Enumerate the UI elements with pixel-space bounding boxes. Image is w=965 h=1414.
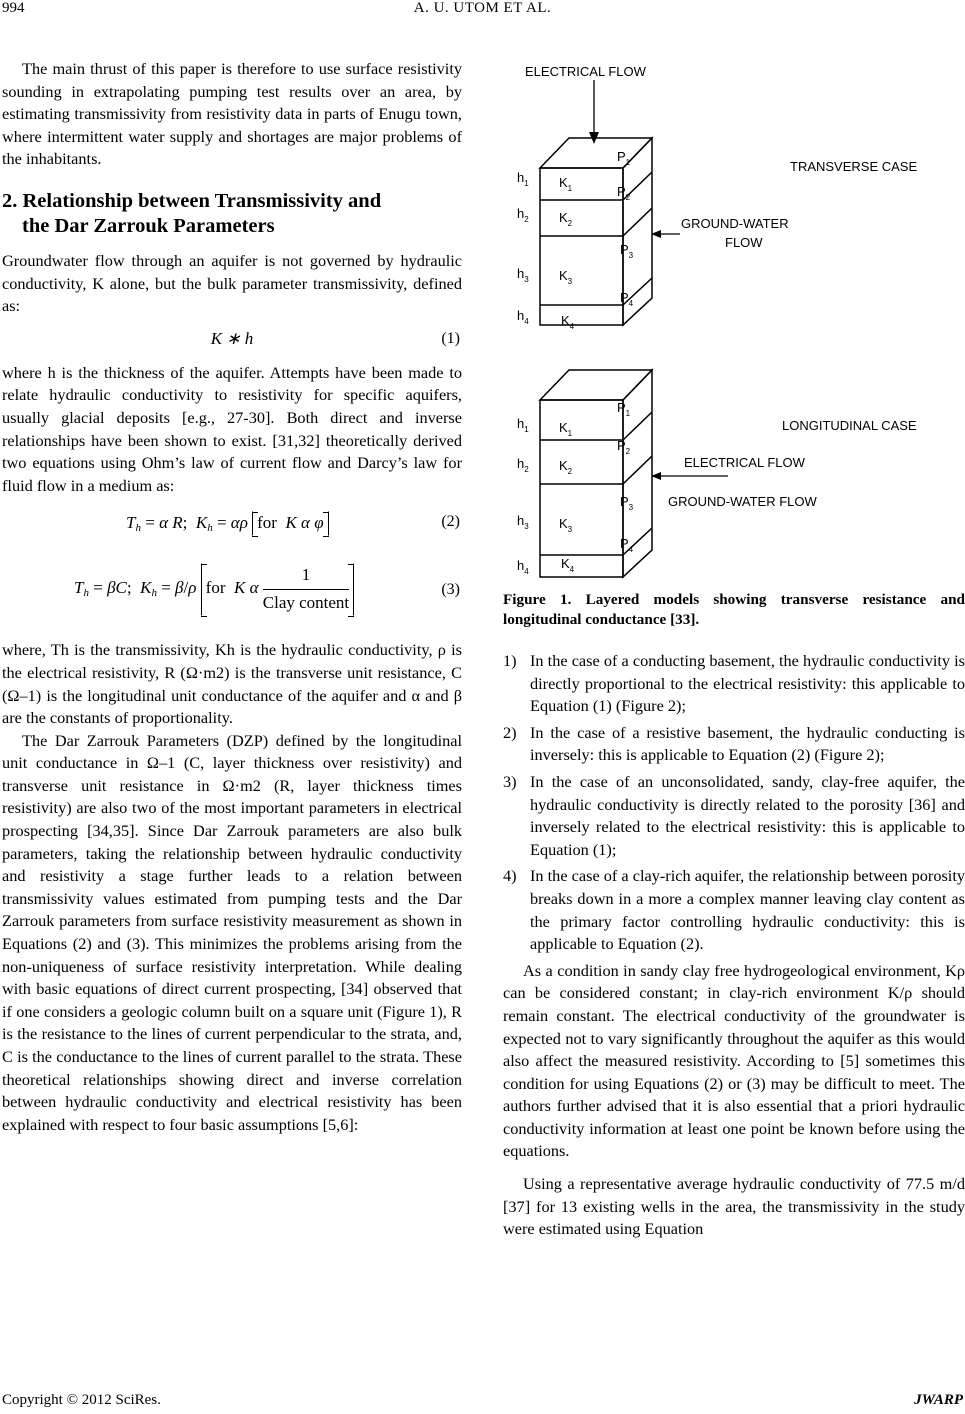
longitudinal-electrical-flow-label: ELECTRICAL FLOW xyxy=(684,455,805,470)
svg-text:P4: $P_4$ xyxy=(620,536,634,554)
top-electrical-flow-label: ELECTRICAL FLOW xyxy=(525,64,646,79)
longitudinal-block xyxy=(540,370,652,577)
svg-text:h1: $h_1$ xyxy=(517,170,529,188)
svg-text:K3: $K_3$ xyxy=(559,516,573,534)
running-authors: A. U. UTOM ET AL. xyxy=(413,0,552,16)
transverse-labels xyxy=(517,149,634,331)
svg-text:h3: $h_3$ xyxy=(517,266,529,284)
longitudinal-case-label: LONGITUDINAL CASE xyxy=(782,418,917,433)
equation-2-number: (2) xyxy=(441,513,460,531)
running-header xyxy=(0,0,965,24)
longitudinal-groundwater-flow-label: GROUND-WATER FLOW xyxy=(668,494,817,509)
equation-1-number: (1) xyxy=(441,329,460,347)
assumptions-list xyxy=(503,650,965,956)
thickness-paragraph: where h is the thickness of the aquifer. Attempts have been made to relate hydraulic conductivity to resistivity for specific aquifers, usually glacial deposits [e.g., 27-30]. Both direct and inverse relationships have been shown to exist. [31,32] theoretically derived two equations using Ohm’s law of current flow and Darcy’s law for fluid flow in a medium as: xyxy=(2,362,462,495)
transverse-block xyxy=(540,138,652,325)
intro-paragraph: The main thrust of this paper is therefore to use surface resistivity sounding in extrapolating pumping test results over an area, by estimating transmissivity from resistivity data in parts of Enugu town, where intermittent water supply and shortages are major problems of the inhabitants. xyxy=(2,59,462,169)
groundwater-flow-label-1: GROUND-WATER xyxy=(681,216,789,231)
longitudinal-labels xyxy=(517,400,634,576)
equation-1 xyxy=(2,322,462,358)
list-item: 3) In the case of an unconsolidated, sandy, clay-free aquifer, the hydraulic conductivity is directly related to the porosity [36] and inversely related to the electrical resistivity: this is applicable to Equation (1); xyxy=(503,771,965,859)
section-heading-line1: 2. Relationship between Transmissivity and xyxy=(2,189,382,212)
equation-1-body: K ∗ h xyxy=(210,328,254,348)
equation-3-number: (3) xyxy=(441,581,460,599)
list-item: 4) In the case of a clay-rich aquifer, the relationship between porosity breaks down in a more a complex manner leaving clay content as the primary factor controlling hydraulic conductivity: this is applicable to Equation (2). xyxy=(503,866,965,954)
svg-text:h2: $h_2$ xyxy=(517,206,529,224)
svg-text:h3: $h_3$ xyxy=(517,513,529,531)
groundwater-flow-label-2: FLOW xyxy=(725,235,763,250)
svg-text:K3: $K_3$ xyxy=(559,268,573,286)
journal-name: JWARP xyxy=(914,1392,963,1408)
svg-text:K1: $K_1$ xyxy=(559,175,573,193)
svg-text:P1: $P_1$ xyxy=(617,149,631,167)
copyright-text: Copyright © 2012 SciRes. xyxy=(2,1392,161,1408)
dzp-paragraph: The Dar Zarrouk Parameters (DZP) defined by the longitudinal unit conductance in Ω–1 (C, layer thickness over resistivity) and transverse unit resistance in Ω·m2 (R, layer thickness times resistivity) are also two of the most important parameters in electrical prospecting [34,35]. Since Dar Zarrouk parameters are also bulk parameters, taking the relationship between hydraulic conductivity and resistivity a stage further leads to a relation between transmissivity values estimated from pumping tests and the Dar Zarrouk parameters from surface resistivity measurement as shown in Equations (2) and (3). This minimizes the problems arising from the non-uniqueness of surface resistivity interpretation. While dealing with basic equations of direct current prospecting, [34] observed that if one considers a geologic column built on a square unit (Figure 1), R is the resistance to the lines of current perpendicular to the strata, and, C is the conductance to the lines of current parallel to the strata. These theoretical relationships showing direct and inverse correlation between hydraulic conductivity and electrical resistivity has been explained with respect to four basic assumptions [5,6]: xyxy=(2,730,462,1134)
svg-text:P3: $P_3$ xyxy=(620,242,634,260)
section-heading-line2: the Dar Zarrouk Parameters xyxy=(22,214,275,237)
equation-2 xyxy=(2,505,462,545)
svg-text:K4: $K_4$ xyxy=(561,556,575,574)
transmissivity-paragraph: Groundwater flow through an aquifer is not governed by hydraulic conductivity, K alone, but the bulk parameter transmissivity, defined as: xyxy=(2,250,462,316)
equation-2-body: $T_h = \alpha$ R; $K_h = \alpha\rho$ for K α φ xyxy=(126,511,329,540)
svg-text:K2: $K_2$ xyxy=(559,458,573,476)
page-number: 994 xyxy=(2,0,25,16)
svg-text:h4: $h_4$ xyxy=(517,308,529,326)
section-heading xyxy=(2,189,462,239)
equation-3 xyxy=(2,559,462,623)
svg-text:h2: $h_2$ xyxy=(517,456,529,474)
svg-text:P2: $P_2$ xyxy=(617,184,631,202)
svg-text:h1: $h_1$ xyxy=(517,416,529,434)
svg-text:P3: $P_3$ xyxy=(620,494,634,512)
estimation-paragraph: Using a representative average hydraulic conductivity of 77.5 m/d [37] for 13 existing wells in the area, the transmissivity in the study were estimated using Equation xyxy=(503,1174,965,1239)
left-column xyxy=(2,58,462,1136)
svg-text:P4: $P_4$ xyxy=(620,290,634,308)
svg-text:K2: $K_2$ xyxy=(559,210,573,228)
svg-text:K1: $K_1$ xyxy=(559,420,573,438)
transverse-case-label: TRANSVERSE CASE xyxy=(790,159,918,174)
equation-3-body: $T_h = \beta C$; $K_h = \beta/\rho$ for K α $\frac{1}{\text{Clay content}}$ xyxy=(74,563,354,615)
layered-models-diagram xyxy=(503,50,965,586)
svg-text:K4: $K_4$ xyxy=(561,313,575,331)
list-item: 1) In the case of a conducting basement, the hydraulic conductivity is directly proportional to the electrical resistivity: this applicable to Equation (1) (Figure 2); xyxy=(503,651,965,716)
svg-text:P1: $P_1$ xyxy=(617,400,631,418)
symbols-paragraph: where, Th is the transmissivity, Kh is the hydraulic conductivity, ρ is the electrical resistivity, R (Ω·m2) is the transverse unit resistance, C (Ω–1) is the longitudinal unit conductance of the aquifer and α and β are the constants of proportionality. xyxy=(2,640,462,728)
svg-text:h4: $h_4$ xyxy=(517,558,529,576)
figure-1 xyxy=(503,50,965,586)
svg-text:P2: $P_2$ xyxy=(617,438,631,456)
list-item: 2) In the case of a resistive basement, the hydraulic conducting is inversely: this is applicable to Equation (2) (Figure 2); xyxy=(503,722,965,765)
right-column xyxy=(503,650,965,1241)
condition-paragraph: As a condition in sandy clay free hydrogeological environment, Kρ can be considered constant; in clay-rich environment K/ρ should remain constant. The electrical conductivity of the groundwater is expected not to vary significantly throughout the aquifer as this would also affect the measured resistivity. According to [5] sometimes this condition for using Equations (2) or (3) may be difficult to meet. The authors further advised that it is also essential that a priori hydraulic conductivity information at least one point be known before using the equations. xyxy=(503,960,965,1161)
figure-caption: Figure 1. Layered models showing transverse resistance and longitudinal conductance [33]. xyxy=(503,591,965,628)
